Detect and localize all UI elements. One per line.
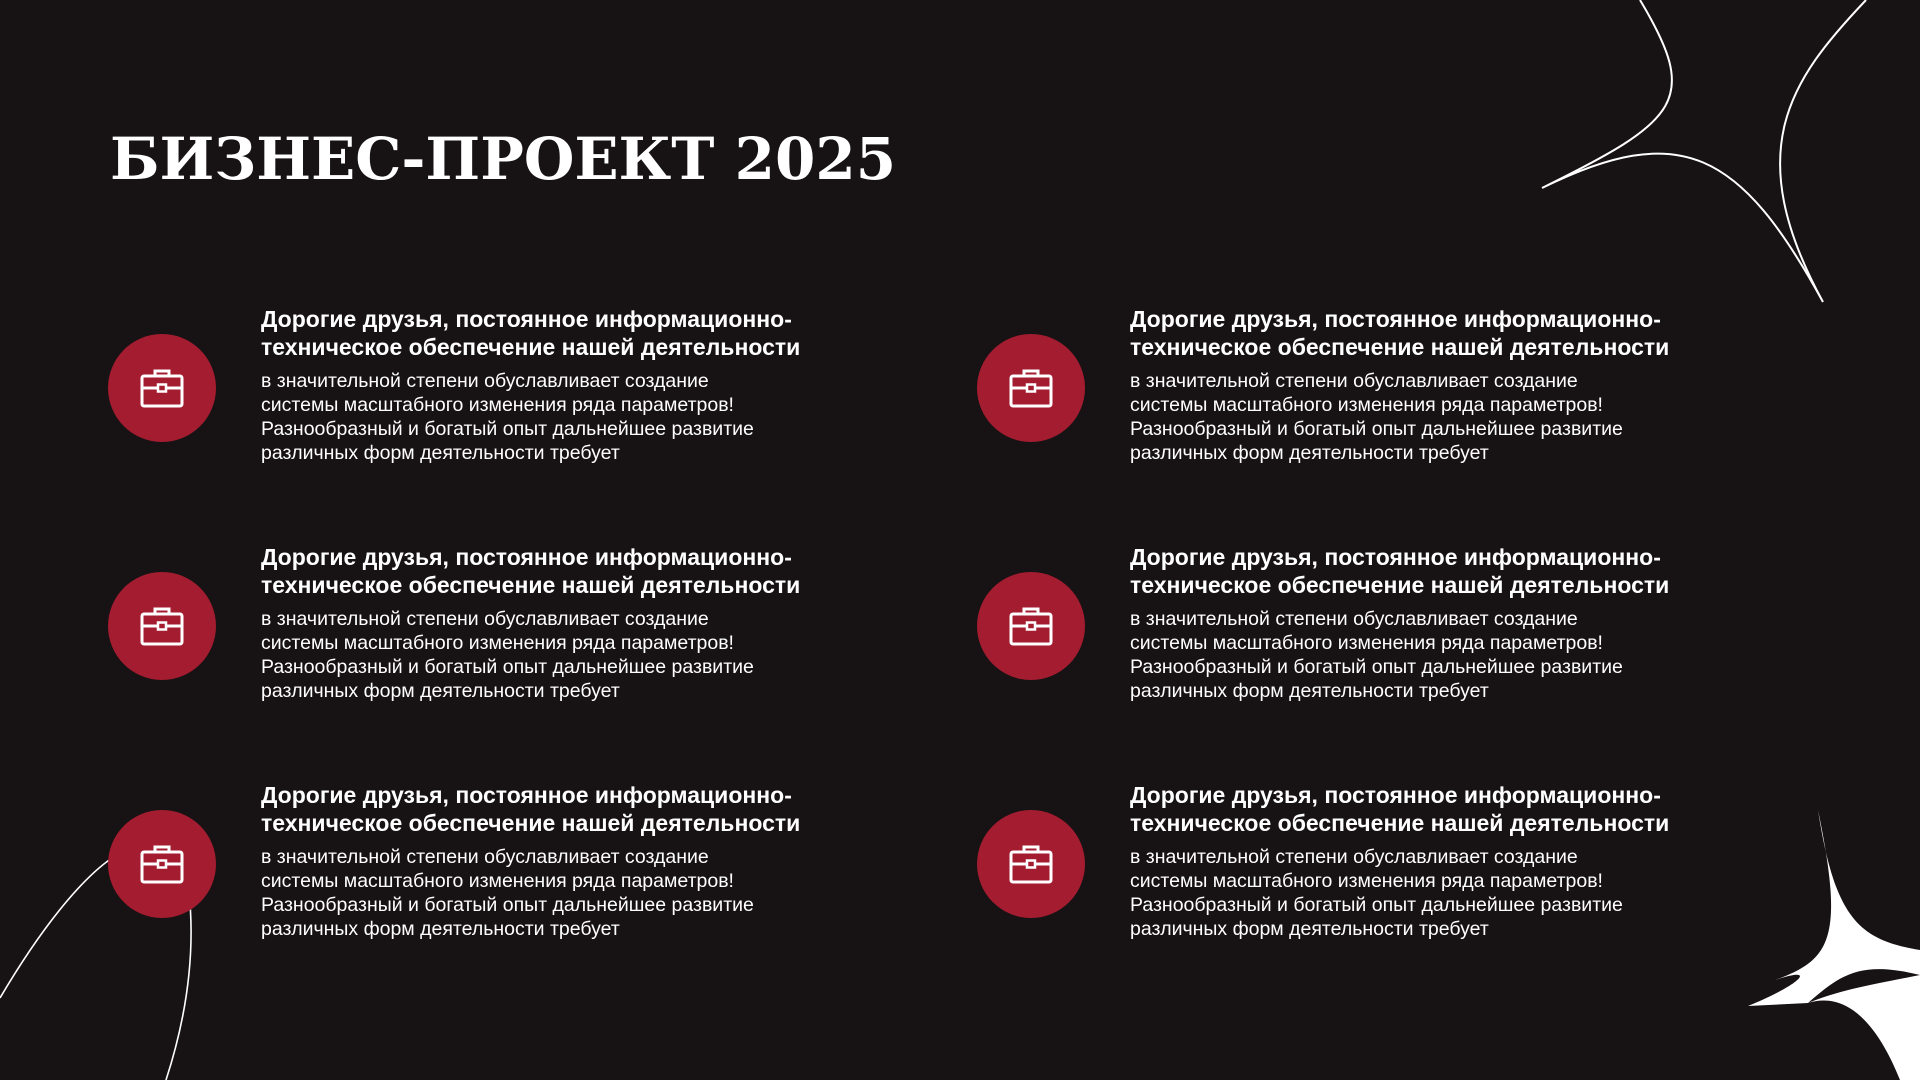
card-heading-line: Дорогие друзья, постоянное информационно- bbox=[261, 306, 792, 332]
info-card bbox=[977, 781, 1757, 1019]
page-title: БИЗНЕС-ПРОЕКТ 2025 bbox=[110, 125, 897, 193]
card-body bbox=[1130, 607, 1840, 703]
card-body-line: системы масштабного изменения ряда параметров! bbox=[1130, 870, 1603, 892]
card-body-line: различных форм деятельности требует bbox=[1130, 442, 1489, 464]
card-body-line: в значительной степени обуславливает создание bbox=[1130, 846, 1578, 868]
card-body-line: различных форм деятельности требует bbox=[1130, 918, 1489, 940]
briefcase-icon bbox=[1007, 364, 1055, 412]
card-body bbox=[1130, 845, 1840, 941]
card-body-line: системы масштабного изменения ряда параметров! bbox=[1130, 394, 1603, 416]
card-body-line: Разнообразный и богатый опыт дальнейшее развитие bbox=[261, 894, 754, 916]
briefcase-icon bbox=[138, 602, 186, 650]
card-heading-line: Дорогие друзья, постоянное информационно- bbox=[261, 782, 792, 808]
card-body-line: системы масштабного изменения ряда параметров! bbox=[261, 394, 734, 416]
info-card bbox=[977, 305, 1757, 543]
star-filled-tail-icon bbox=[1808, 975, 1920, 1080]
card-heading bbox=[1130, 305, 1840, 361]
card-heading bbox=[1130, 781, 1840, 837]
card-text bbox=[261, 781, 971, 941]
card-body-line: в значительной степени обуславливает создание bbox=[261, 608, 709, 630]
card-heading-line: техническое обеспечение нашей деятельности bbox=[1130, 334, 1670, 360]
card-body-line: в значительной степени обуславливает создание bbox=[261, 846, 709, 868]
card-heading-line: техническое обеспечение нашей деятельности bbox=[1130, 572, 1670, 598]
card-text bbox=[261, 305, 971, 465]
card-body-line: в значительной степени обуславливает создание bbox=[261, 370, 709, 392]
card-text bbox=[1130, 781, 1840, 941]
card-heading bbox=[1130, 543, 1840, 599]
star-outline-icon bbox=[1542, 0, 1866, 302]
card-body-line: системы масштабного изменения ряда параметров! bbox=[1130, 632, 1603, 654]
card-heading bbox=[261, 543, 971, 599]
icon-circle bbox=[977, 572, 1085, 680]
card-heading-line: техническое обеспечение нашей деятельности bbox=[261, 572, 801, 598]
card-text bbox=[261, 543, 971, 703]
card-body-line: различных форм деятельности требует bbox=[261, 442, 620, 464]
card-body bbox=[261, 607, 971, 703]
card-body-line: системы масштабного изменения ряда параметров! bbox=[261, 632, 734, 654]
icon-circle bbox=[977, 334, 1085, 442]
card-heading-line: Дорогие друзья, постоянное информационно- bbox=[1130, 782, 1661, 808]
card-body-line: различных форм деятельности требует bbox=[261, 680, 620, 702]
card-body-line: Разнообразный и богатый опыт дальнейшее развитие bbox=[1130, 656, 1623, 678]
card-heading-line: Дорогие друзья, постоянное информационно- bbox=[1130, 306, 1661, 332]
briefcase-icon bbox=[1007, 602, 1055, 650]
icon-circle bbox=[977, 810, 1085, 918]
card-heading bbox=[261, 781, 971, 837]
card-body bbox=[1130, 369, 1840, 465]
card-body-line: различных форм деятельности требует bbox=[1130, 680, 1489, 702]
curve-line-icon bbox=[0, 858, 112, 998]
info-card bbox=[108, 305, 977, 543]
card-heading-line: техническое обеспечение нашей деятельности bbox=[261, 810, 801, 836]
card-body bbox=[261, 845, 971, 941]
info-card bbox=[108, 781, 977, 1019]
card-body-line: Разнообразный и богатый опыт дальнейшее развитие bbox=[1130, 894, 1623, 916]
cards-grid bbox=[108, 305, 1808, 1019]
card-heading-line: техническое обеспечение нашей деятельности bbox=[1130, 810, 1670, 836]
card-heading-line: Дорогие друзья, постоянное информационно- bbox=[1130, 544, 1661, 570]
card-body-line: в значительной степени обуславливает создание bbox=[1130, 370, 1578, 392]
card-heading bbox=[261, 305, 971, 361]
card-body-line: Разнообразный и богатый опыт дальнейшее развитие bbox=[261, 656, 754, 678]
briefcase-icon bbox=[138, 840, 186, 888]
briefcase-icon bbox=[138, 364, 186, 412]
card-body-line: в значительной степени обуславливает создание bbox=[1130, 608, 1578, 630]
card-body-line: различных форм деятельности требует bbox=[261, 918, 620, 940]
card-heading-line: Дорогие друзья, постоянное информационно- bbox=[261, 544, 792, 570]
info-card bbox=[108, 543, 977, 781]
icon-circle bbox=[108, 810, 216, 918]
briefcase-icon bbox=[1007, 840, 1055, 888]
card-text bbox=[1130, 543, 1840, 703]
icon-circle bbox=[108, 334, 216, 442]
card-body bbox=[261, 369, 971, 465]
card-heading-line: техническое обеспечение нашей деятельности bbox=[261, 334, 801, 360]
card-body-line: Разнообразный и богатый опыт дальнейшее развитие bbox=[1130, 418, 1623, 440]
info-card bbox=[977, 543, 1757, 781]
icon-circle bbox=[108, 572, 216, 680]
card-text bbox=[1130, 305, 1840, 465]
card-body-line: Разнообразный и богатый опыт дальнейшее развитие bbox=[261, 418, 754, 440]
card-body-line: системы масштабного изменения ряда параметров! bbox=[261, 870, 734, 892]
